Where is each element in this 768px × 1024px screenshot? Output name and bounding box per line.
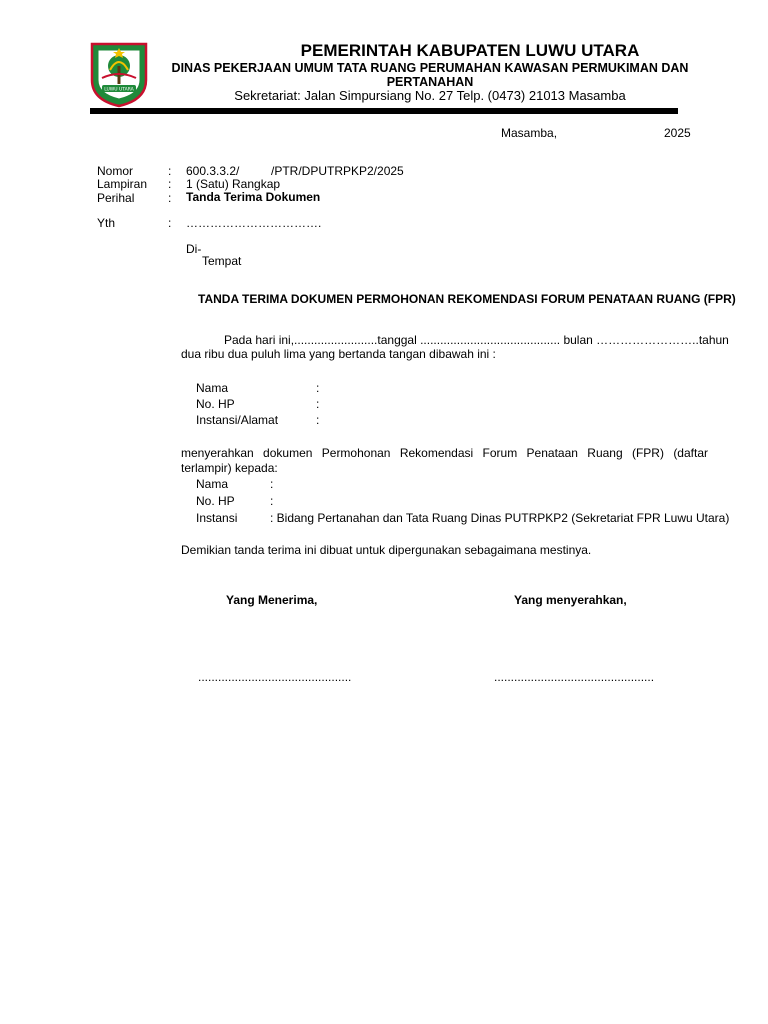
signer-agency-label: Instansi/Alamat <box>196 413 279 427</box>
signer-phone-colon: : <box>316 397 320 411</box>
recipient-tempat: Tempat <box>202 254 242 268</box>
sender-signature-line: ................................................ <box>494 670 655 684</box>
yth-colon: : <box>168 216 172 230</box>
yth-value: ……………………………. <box>186 216 322 230</box>
lampiran-label: Lampiran <box>97 177 148 191</box>
perihal-colon: : <box>168 191 172 205</box>
receiver-agency-value: : Bidang Pertanahan dan Tata Ruang Dinas PUTRPKP2 (Sekretariat FPR Luwu Utara) <box>270 511 730 525</box>
logo-text: LUWU UTARA <box>104 87 134 93</box>
header-title: PEMERINTAH KABUPATEN LUWU UTARA <box>300 41 640 60</box>
nomor-colon: : <box>168 164 172 178</box>
receiver-signature-label: Yang Menerima, <box>226 593 318 607</box>
nomor-value-a: 600.3.3.2/ <box>186 164 240 178</box>
perihal-label: Perihal <box>97 191 135 205</box>
signer-phone-label: No. HP <box>196 397 235 411</box>
nomor-value-b: /PTR/DPUTRPKP2/2025 <box>271 164 404 178</box>
header-address: Sekretariat: Jalan Simpursiang No. 27 Telp. (0473) 21013 Masamba <box>234 88 626 103</box>
receiver-phone-value: : <box>270 494 274 508</box>
header-subtitle: DINAS PEKERJAAN UMUM TATA RUANG PERUMAHAN KAWASAN PERMUKIMAN DAN PERTANAHAN <box>171 61 689 89</box>
lampiran-value: 1 (Satu) Rangkap <box>186 177 281 191</box>
receiver-name-label: Nama <box>196 477 229 491</box>
intro-line-2: dua ribu dua puluh lima yang bertanda tangan dibawah ini : <box>181 347 496 361</box>
receiver-name-value: : <box>270 477 274 491</box>
handover-paragraph: menyerahkan dokumen Permohonan Rekomendasi Forum Penataan Ruang (FPR) (daftar terlampir) kepada: <box>181 446 708 475</box>
signer-agency-colon: : <box>316 413 320 427</box>
nomor-label: Nomor <box>97 164 134 178</box>
document-title: TANDA TERIMA DOKUMEN PERMOHONAN REKOMENDASI FORUM PENATAAN RUANG (FPR) <box>198 292 736 306</box>
lampiran-colon: : <box>168 177 172 191</box>
closing-statement: Demikian tanda terima ini dibuat untuk dipergunakan sebagaimana mestinya. <box>181 543 592 557</box>
sender-signature-label: Yang menyerahkan, <box>514 593 627 607</box>
recipient-di: Di- <box>186 242 202 256</box>
signer-name-colon: : <box>316 381 320 395</box>
intro-line-1: Pada hari ini,.........................tanggal .......................................... bulan ……………………..tahun <box>224 333 729 347</box>
receiver-phone-label: No. HP <box>196 494 235 508</box>
receiver-signature-line: .............................................. <box>198 670 352 684</box>
regency-logo <box>88 40 150 108</box>
perihal-value: Tanda Terima Dokumen <box>186 190 321 204</box>
place-city: Masamba, <box>501 126 558 140</box>
place-year: 2025 <box>664 126 691 140</box>
signer-name-label: Nama <box>196 381 229 395</box>
yth-label: Yth <box>97 216 116 230</box>
receiver-agency-label: Instansi <box>196 511 238 525</box>
header-divider <box>90 108 678 114</box>
